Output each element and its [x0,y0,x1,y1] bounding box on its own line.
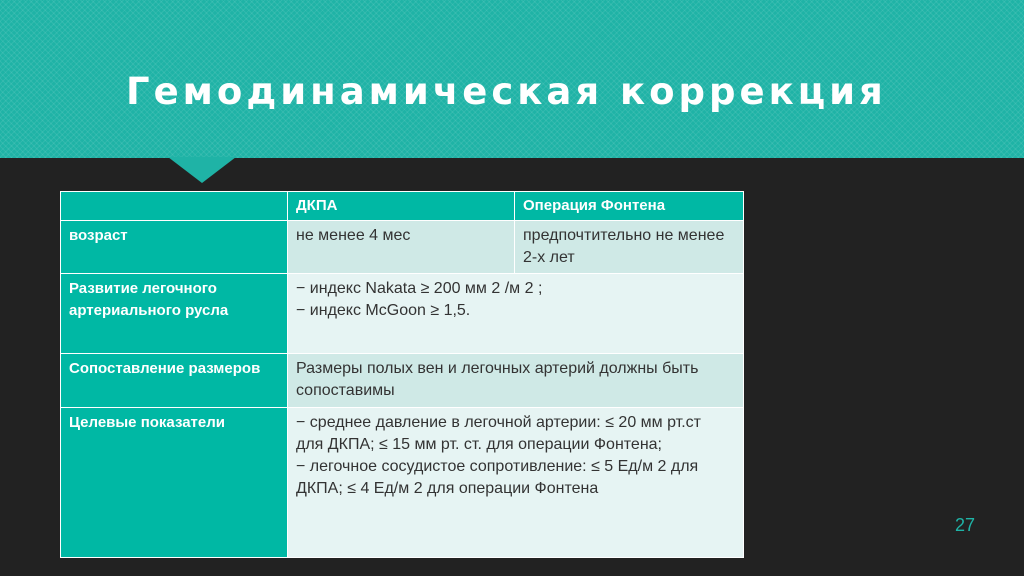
header-cell-fontan: Операция Фонтена [515,192,744,221]
cell-dkpa: не менее 4 мес [288,221,515,274]
row-label: Целевые показатели [61,408,288,558]
header-banner [0,0,1024,158]
row-label: Развитие легочного артериального русла [61,274,288,354]
cell-merged: − индекс Nakata ≥ 200 мм 2 /м 2 ; − индекс McGoon ≥ 1,5. [288,274,744,354]
table-row [61,354,744,408]
cell-merged: − среднее давление в легочной артерии: ≤ 20 мм рт.ст для ДКПА; ≤ 15 мм рт. ст. для операции Фонтена; − легочное сосудистое сопротивление: ≤ 5 Ед/м 2 для ДКПА; ≤ 4 Ед/м 2 для операции Фонтена [288,408,744,558]
row-label: возраст [61,221,288,274]
header-cell-dkpa: ДКПА [288,192,515,221]
cell-fontan: предпочтительно не менее 2-х лет [515,221,744,274]
page-number: 27 [955,515,976,535]
table-row [61,408,744,558]
table-header-row [61,192,744,221]
table-row [61,221,744,274]
comparison-table [60,191,744,558]
cell-merged: Размеры полых вен и легочных артерий должны быть сопоставимы [288,354,744,408]
header-notch [168,157,236,183]
header-cell-empty [61,192,288,221]
table-row [61,274,744,354]
row-label: Сопоставление размеров [61,354,288,408]
slide-title: Гемодинамическая коррекция [126,70,887,113]
